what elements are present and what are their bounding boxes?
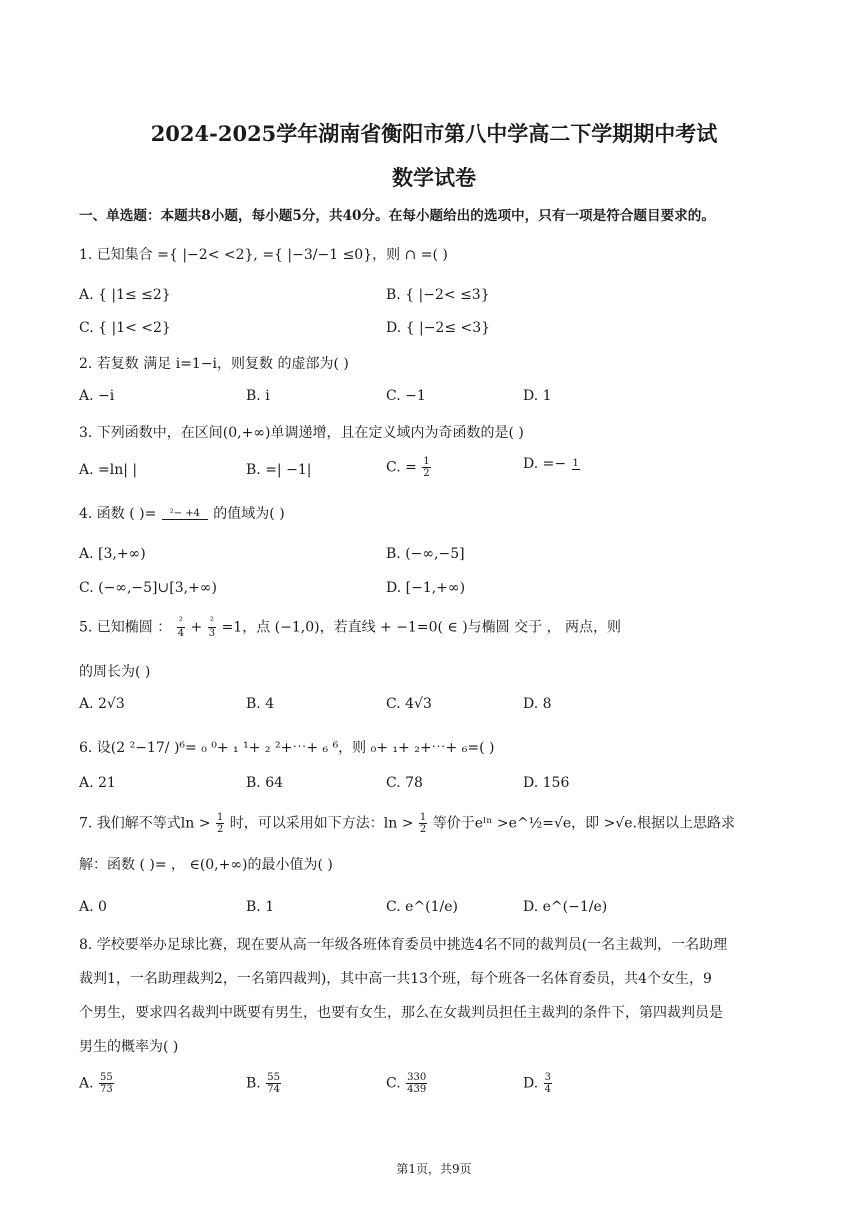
denominator: 74	[267, 1084, 280, 1095]
question-text: +	[190, 619, 203, 636]
option-d: D. 156	[523, 775, 570, 791]
option-label: B.	[246, 1075, 261, 1092]
numerator: 330	[407, 1072, 427, 1083]
option-b: B. 64	[246, 775, 284, 791]
option-label: C.	[386, 1075, 401, 1092]
question-5	[79, 616, 621, 639]
fraction	[216, 812, 224, 835]
option-d	[523, 456, 581, 472]
question-text: 5. 已知椭圆 ：	[79, 619, 172, 636]
question-text: 时，可以采用如下方法：ln >	[229, 815, 414, 832]
option-b: B. i	[246, 388, 270, 404]
numerator: ²	[208, 616, 216, 628]
question-text: =1，点 (−1,0)，若直线 + −1=0( ∈ )与椭圆 交于 ， 两点，则	[221, 619, 622, 636]
page-subtitle: 数学试卷	[392, 165, 476, 190]
fraction	[177, 616, 185, 639]
denominator: 4	[177, 628, 185, 639]
numerator: ²	[177, 616, 185, 628]
option-b	[246, 1072, 282, 1095]
option-d: D. 1	[523, 388, 552, 404]
fraction	[266, 1072, 281, 1095]
question-8-line-2: 裁判1，一名助理裁判2，一名第四裁判)，其中高一共13个班，每个班各一名体育委员，共4个女生，9	[79, 971, 712, 987]
numerator: 1	[572, 458, 579, 469]
fraction	[422, 456, 430, 479]
denominator: 2	[216, 824, 224, 835]
denominator: 3	[208, 628, 216, 639]
option-label: A.	[79, 1075, 94, 1092]
option-a: A. −i	[79, 388, 115, 404]
option-b: B. 1	[246, 899, 275, 915]
option-d: D. [−1,+∞)	[386, 580, 466, 596]
fraction	[99, 1072, 114, 1095]
option-d-label: D. =−	[523, 456, 567, 472]
option-a: A. 2√3	[79, 696, 125, 712]
fraction	[406, 1072, 427, 1095]
question-1: 1. 已知集合 ={ |−2< <2}, ={ |−3/−1 ≤0}，则 ∩ =( )	[79, 247, 448, 263]
question-6: 6. 设(2 ²−17/ )⁶= ₀ ⁰+ ₁ ¹+ ₂ ²+⋯+ ₆ ⁶，则 ₀+ ₁+ ₂+⋯+ ₆=( )	[79, 740, 495, 756]
fraction	[419, 812, 427, 835]
option-d	[523, 1072, 553, 1095]
question-7	[79, 812, 735, 835]
option-c: C. 78	[386, 775, 423, 791]
question-7-line-2: 解：函数 ( )= ， ∈(0,+∞)的最小值为( )	[79, 857, 333, 873]
option-d: D. { |−2≤ <3}	[386, 320, 491, 336]
option-a	[79, 1072, 115, 1095]
option-d: D. e^(−1/e)	[523, 899, 608, 915]
numerator: 3	[544, 1072, 552, 1083]
option-a: A. =ln| |	[79, 462, 138, 478]
option-a: A. { |1≤ ≤2}	[79, 287, 171, 303]
option-c: C. { |1< <2}	[79, 320, 171, 336]
page-title: 2024-2025学年湖南省衡阳市第八中学高二下学期期中考试	[150, 121, 718, 146]
question-3: 3. 下列函数中，在区间(0,+∞)单调递增，且在定义域内为奇函数的是( )	[79, 425, 524, 441]
denominator: 439	[407, 1084, 427, 1095]
option-c: C. (−∞,−5]∪[3,+∞)	[79, 580, 217, 596]
option-b: B. { |−2< ≤3}	[386, 287, 490, 303]
fraction	[208, 616, 216, 639]
fraction	[544, 1072, 552, 1095]
option-c: C. e^(1/e)	[386, 899, 458, 915]
section-heading: 一、单选题：本题共8小题，每小题5分，共40分。在每小题给出的选项中，只有一项是符合题目要求的。	[79, 208, 715, 224]
question-8-line-3: 个男生，要求四名裁判中既要有男生，也要有女生，那么在女裁判员担任主裁判的条件下，第四裁判员是	[79, 1005, 723, 1021]
numerator: 1	[423, 456, 430, 467]
denominator: 73	[100, 1084, 113, 1095]
denominator: 2	[423, 468, 430, 479]
numerator: 55	[267, 1072, 280, 1083]
option-b: B. =| −1|	[246, 462, 312, 478]
option-c-label: C. =	[386, 459, 417, 476]
option-b: B. (−∞,−5]	[386, 546, 465, 562]
option-a: A. [3,+∞)	[79, 546, 146, 562]
option-c: C. 4√3	[386, 696, 432, 712]
option-a: A. 21	[79, 775, 116, 791]
page-footer: 第1页，共9页	[396, 1162, 472, 1176]
option-c	[386, 1072, 428, 1095]
numerator: 1	[419, 812, 427, 823]
question-4	[79, 503, 285, 523]
numerator: 1	[216, 812, 224, 823]
option-a: A. 0	[79, 899, 107, 915]
denominator: 2	[419, 824, 427, 835]
fraction	[572, 458, 580, 470]
option-b: B. 4	[246, 696, 275, 712]
option-d: D. 8	[523, 696, 552, 712]
option-c	[386, 456, 432, 479]
option-label: D.	[523, 1075, 539, 1092]
question-5-line-2: 的周长为( )	[79, 664, 151, 680]
question-8: 8. 学校要举办足球比赛，现在要从高一年级各班体育委员中挑选4名不同的裁判员(一名主裁判，一名助理	[79, 937, 728, 953]
question-8-line-4: 男生的概率为( )	[79, 1039, 179, 1055]
question-text: 4. 函数 ( )=	[79, 506, 157, 522]
question-2: 2. 若复数 满足 i=1−i，则复数 的虚部为( )	[79, 356, 349, 372]
numerator: 55	[100, 1072, 113, 1083]
fraction	[162, 508, 208, 520]
question-text: 7. 我们解不等式ln >	[79, 815, 211, 832]
question-text: 的值域为( )	[213, 506, 285, 522]
option-c: C. −1	[386, 388, 426, 404]
denominator: 4	[544, 1084, 552, 1095]
question-text: 等价于eˡⁿ >e^½=√e，即 >√e.根据以上思路求	[432, 815, 736, 832]
numerator: ²− +4	[162, 508, 208, 520]
